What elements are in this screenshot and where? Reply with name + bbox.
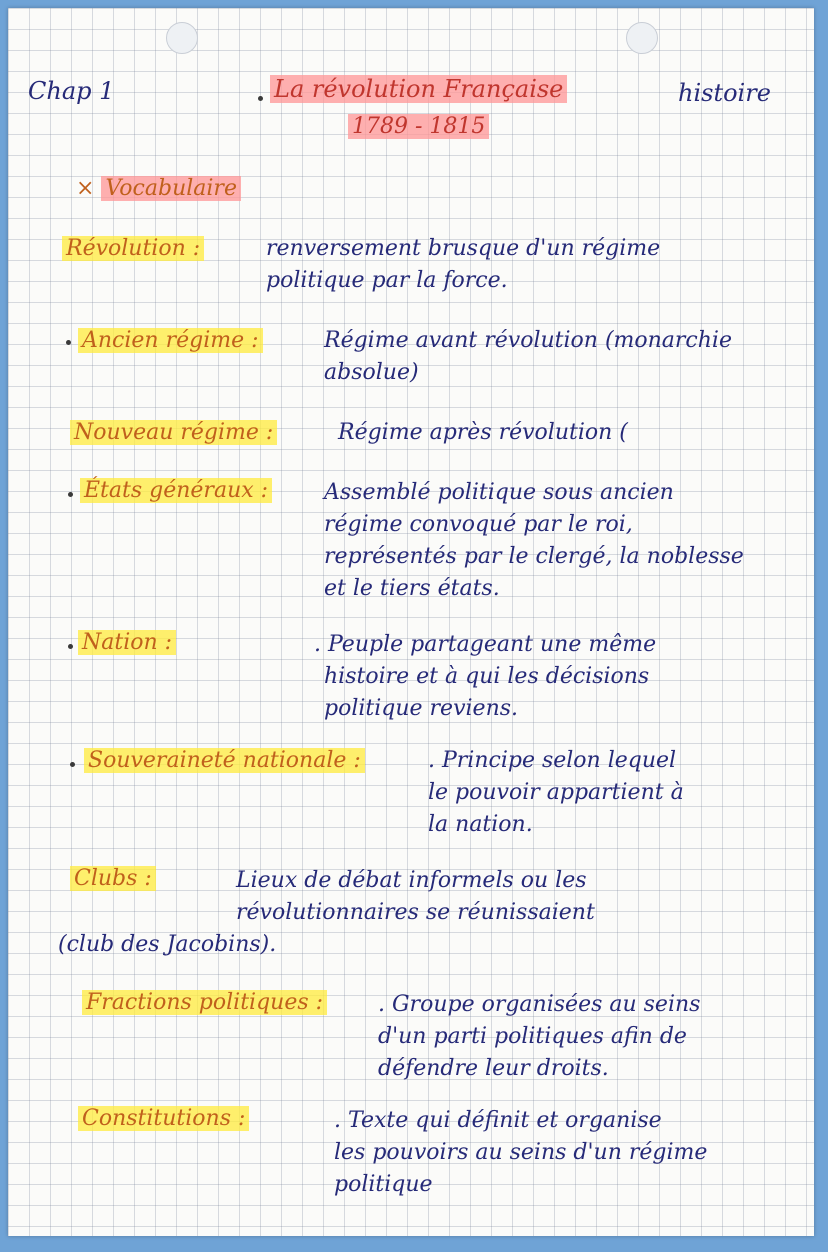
term-etats-generaux: États généraux : xyxy=(80,476,272,506)
bullet xyxy=(70,762,75,767)
page-title: La révolution Française xyxy=(270,74,567,104)
term-nouveau-regime: Nouveau régime : xyxy=(70,418,277,448)
def-etats-generaux-line2: régime convoqué par le roi, xyxy=(324,512,633,537)
page-dates: 1789 - 1815 xyxy=(348,112,489,142)
def-fractions-line2: d'un parti politiques afin de xyxy=(378,1024,687,1049)
def-nation-line2: histoire et à qui les décisions xyxy=(324,664,650,689)
term-constitutions: Constitutions : xyxy=(78,1104,249,1134)
def-nation-line1: . Peuple partageant une même xyxy=(314,632,657,657)
def-fractions-line3: défendre leur droits. xyxy=(378,1056,609,1081)
def-ancien-regime-line2: absolue) xyxy=(324,360,419,385)
bullet xyxy=(258,96,263,101)
bullet xyxy=(68,492,73,497)
def-souverainete-line1: . Principe selon lequel xyxy=(428,748,677,773)
bullet xyxy=(68,644,73,649)
def-clubs-line3: (club des Jacobins). xyxy=(58,932,277,957)
term-ancien-regime: Ancien régime : xyxy=(78,326,263,356)
def-ancien-regime-line1: Régime avant révolution (monarchie xyxy=(324,328,732,353)
def-clubs-line1: Lieux de débat informels ou les xyxy=(236,868,587,893)
def-fractions-line1: . Groupe organisées au seins xyxy=(378,992,701,1017)
term-revolution: Révolution : xyxy=(62,234,204,264)
def-revolution-line1: renversement brusque d'un régime xyxy=(266,236,661,261)
notebook-page xyxy=(8,8,814,1236)
punch-hole-left xyxy=(166,22,198,54)
def-revolution-line2: politique par la force. xyxy=(266,268,508,293)
def-constitutions-line3: politique xyxy=(334,1172,433,1197)
chapter-label: Chap 1 xyxy=(28,77,115,105)
term-nation: Nation : xyxy=(78,628,176,658)
def-souverainete-line3: la nation. xyxy=(428,812,533,837)
term-souverainete-nationale: Souveraineté nationale : xyxy=(84,746,365,776)
term-fractions-politiques: Fractions politiques : xyxy=(82,988,327,1018)
def-constitutions-line1: . Texte qui définit et organise xyxy=(334,1108,662,1133)
bullet xyxy=(66,340,71,345)
term-clubs: Clubs : xyxy=(70,864,156,894)
def-clubs-line2: révolutionnaires se réunissaient xyxy=(236,900,595,925)
def-etats-generaux-line4: et le tiers états. xyxy=(324,576,500,601)
section-heading: × Vocabulaire xyxy=(76,174,241,204)
def-souverainete-line2: le pouvoir appartient à xyxy=(428,780,684,805)
subject-label: histoire xyxy=(678,79,771,107)
punch-hole-right xyxy=(626,22,658,54)
def-etats-generaux-line1: Assemblé politique sous ancien xyxy=(324,480,674,505)
def-nouveau-regime-line1: Régime après révolution ( xyxy=(338,420,628,445)
def-nation-line3: politique reviens. xyxy=(324,696,519,721)
def-etats-generaux-line3: représentés par le clergé, la noblesse xyxy=(324,544,744,569)
def-constitutions-line2: les pouvoirs au seins d'un régime xyxy=(334,1140,708,1165)
